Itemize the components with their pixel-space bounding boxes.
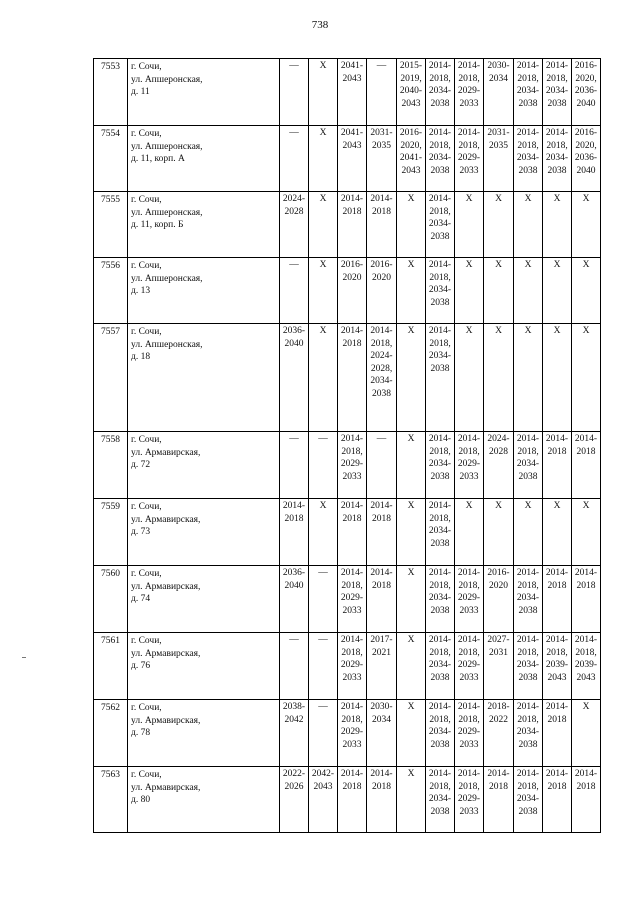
table-row [94, 432, 601, 499]
period-cell: X [397, 700, 426, 767]
address-line: ул. Апшеронская, [131, 141, 203, 152]
period-cell: — [367, 432, 397, 499]
period-cell: 2014- 2018, 2034- 2038 [426, 192, 455, 258]
address-cell [128, 432, 280, 499]
period-cell: 2014- 2018, 2034- 2038 [514, 432, 543, 499]
row-number: 7559 [94, 499, 128, 566]
address-cell [128, 324, 280, 432]
table-row [94, 324, 601, 432]
period-cell: 2014- 2018, 2034- 2038 [514, 59, 543, 126]
address-line: д. 74 [131, 594, 151, 604]
period-cell: — [309, 633, 338, 700]
period-cell: 2041- 2043 [338, 59, 367, 126]
row-number: 7553 [94, 59, 128, 126]
row-number: 7558 [94, 432, 128, 499]
period-cell: 2015- 2019, 2040- 2043 [397, 59, 426, 126]
period-cell: X [514, 324, 543, 432]
address-line: г. Сочи, [131, 327, 162, 337]
period-cell: 2014- 2018 [367, 767, 397, 833]
row-number: 7555 [94, 192, 128, 258]
period-cell: 2014- 2018, 2034- 2038 [514, 700, 543, 767]
period-cell: 2014- 2018, 2029- 2033 [338, 700, 367, 767]
period-cell: X [309, 126, 338, 192]
table-row [94, 192, 601, 258]
period-cell: 2018- 2022 [484, 700, 514, 767]
period-cell: 2014- 2018, 2034- 2038 [426, 499, 455, 566]
period-cell: 2016- 2020, 2036- 2040 [572, 126, 601, 192]
address-line: д. 11 [131, 87, 150, 97]
period-cell: — [280, 633, 309, 700]
address-line: ул. Армавирская, [131, 648, 201, 659]
address-line: г. Сочи, [131, 502, 162, 512]
period-cell: 2036- 2040 [280, 566, 309, 633]
address-line: г. Сочи, [131, 636, 162, 646]
period-cell: X [484, 324, 514, 432]
period-cell: X [397, 566, 426, 633]
period-cell: X [514, 499, 543, 566]
period-cell: 2014- 2018, 2034- 2038 [514, 633, 543, 700]
address-line: г. Сочи, [131, 770, 162, 780]
period-cell: 2024- 2028 [484, 432, 514, 499]
period-cell: X [455, 258, 484, 324]
address-line: г. Сочи, [131, 261, 162, 271]
period-cell: 2016- 2020 [367, 258, 397, 324]
period-cell: 2016- 2020 [338, 258, 367, 324]
row-number: 7556 [94, 258, 128, 324]
address-cell [128, 59, 280, 126]
row-number: 7562 [94, 700, 128, 767]
row-number: 7554 [94, 126, 128, 192]
address-line: ул. Армавирская, [131, 782, 201, 793]
period-cell: 2014- 2018, 2034- 2038 [426, 700, 455, 767]
period-cell: 2014- 2018, 2029- 2033 [455, 432, 484, 499]
address-line: г. Сочи, [131, 569, 162, 579]
address-line: г. Сочи, [131, 195, 162, 205]
table-row [94, 126, 601, 192]
period-cell: X [397, 192, 426, 258]
period-cell: 2016- 2020, 2036- 2040 [572, 59, 601, 126]
period-cell: 2014- 2018 [367, 499, 397, 566]
address-cell [128, 700, 280, 767]
period-cell: — [309, 432, 338, 499]
period-cell: 2014- 2018, 2034- 2038 [514, 767, 543, 833]
period-cell: 2017- 2021 [367, 633, 397, 700]
period-cell: 2014- 2018 [572, 767, 601, 833]
period-cell: X [514, 192, 543, 258]
period-cell: X [309, 258, 338, 324]
address-line: д. 73 [131, 527, 151, 537]
period-cell: 2022- 2026 [280, 767, 309, 833]
address-line: д. 80 [131, 795, 151, 805]
period-cell: X [309, 59, 338, 126]
address-line: д. 18 [131, 352, 151, 362]
period-cell: — [367, 59, 397, 126]
period-cell: 2014- 2018, 2034- 2038 [426, 767, 455, 833]
period-cell: X [397, 258, 426, 324]
scan-mark [22, 657, 26, 658]
period-cell: X [484, 499, 514, 566]
period-cell: X [543, 258, 572, 324]
address-cell [128, 767, 280, 833]
period-cell: 2014- 2018 [367, 192, 397, 258]
period-cell: X [572, 192, 601, 258]
table-row [94, 633, 601, 700]
address-cell [128, 633, 280, 700]
period-cell: 2014- 2018, 2029- 2033 [455, 566, 484, 633]
table-row [94, 700, 601, 767]
period-cell: X [543, 324, 572, 432]
address-line: д. 13 [131, 286, 151, 296]
period-cell: X [397, 767, 426, 833]
address-line: ул. Армавирская, [131, 715, 201, 726]
data-table [93, 58, 601, 833]
table-row [94, 258, 601, 324]
period-cell: 2014- 2018, 2034- 2038 [514, 126, 543, 192]
period-cell: 2014- 2018, 2034- 2038 [543, 126, 572, 192]
period-cell: 2041- 2043 [338, 126, 367, 192]
address-line: ул. Армавирская, [131, 514, 201, 525]
period-cell: 2014- 2018, 2029- 2033 [338, 633, 367, 700]
period-cell: 2014- 2018 [484, 767, 514, 833]
address-line: г. Сочи, [131, 703, 162, 713]
period-cell: — [280, 258, 309, 324]
table-row [94, 566, 601, 633]
period-cell: 2014- 2018 [338, 767, 367, 833]
period-cell: 2014- 2018, 2034- 2038 [426, 59, 455, 126]
period-cell: X [543, 192, 572, 258]
period-cell: 2042- 2043 [309, 767, 338, 833]
period-cell: 2014- 2018 [367, 566, 397, 633]
period-cell: 2014- 2018, 2034- 2038 [426, 324, 455, 432]
period-cell: 2014- 2018, 2034- 2038 [543, 59, 572, 126]
period-cell: 2014- 2018 [572, 566, 601, 633]
period-cell: 2014- 2018, 2039- 2043 [572, 633, 601, 700]
period-cell: 2014- 2018, 2029- 2033 [455, 633, 484, 700]
period-cell: — [280, 59, 309, 126]
table-body [94, 59, 601, 833]
period-cell: 2014- 2018, 2034- 2038 [426, 258, 455, 324]
page-number: 738 [311, 19, 329, 31]
period-cell: 2014- 2018 [543, 566, 572, 633]
period-cell: 2038- 2042 [280, 700, 309, 767]
row-number: 7560 [94, 566, 128, 633]
period-cell: — [309, 566, 338, 633]
table-row [94, 499, 601, 566]
period-cell: 2031- 2035 [484, 126, 514, 192]
period-cell: 2014- 2018 [338, 324, 367, 432]
period-cell: 2036- 2040 [280, 324, 309, 432]
address-line: ул. Армавирская, [131, 581, 201, 592]
period-cell: 2030- 2034 [484, 59, 514, 126]
period-cell: 2014- 2018, 2024- 2028, 2034- 2038 [367, 324, 397, 432]
period-cell: — [309, 700, 338, 767]
address-line: д. 72 [131, 460, 151, 470]
period-cell: X [484, 192, 514, 258]
address-line: д. 11, корп. А [131, 154, 185, 164]
period-cell: 2014- 2018 [572, 432, 601, 499]
period-cell: 2027- 2031 [484, 633, 514, 700]
address-cell [128, 192, 280, 258]
period-cell: 2014- 2018, 2034- 2038 [514, 566, 543, 633]
period-cell: 2016- 2020, 2041- 2043 [397, 126, 426, 192]
period-cell: X [572, 258, 601, 324]
period-cell: X [455, 324, 484, 432]
address-cell [128, 258, 280, 324]
period-cell: — [280, 432, 309, 499]
period-cell: 2014- 2018, 2039- 2043 [543, 633, 572, 700]
address-cell [128, 499, 280, 566]
address-cell [128, 566, 280, 633]
period-cell: X [572, 700, 601, 767]
address-line: г. Сочи, [131, 62, 162, 72]
address-line: ул. Армавирская, [131, 447, 201, 458]
address-line: д. 76 [131, 661, 151, 671]
row-number: 7557 [94, 324, 128, 432]
period-cell: 2014- 2018, 2029- 2033 [455, 700, 484, 767]
period-cell: 2014- 2018, 2029- 2033 [338, 566, 367, 633]
period-cell: 2024- 2028 [280, 192, 309, 258]
period-cell: 2014- 2018 [280, 499, 309, 566]
period-cell: 2014- 2018, 2029- 2033 [338, 432, 367, 499]
address-line: д. 11, корп. Б [131, 220, 184, 230]
table-row [94, 767, 601, 833]
period-cell: X [309, 324, 338, 432]
table-row [94, 59, 601, 126]
address-line: г. Сочи, [131, 129, 162, 139]
address-line: ул. Апшеронская, [131, 207, 203, 218]
period-cell: X [543, 499, 572, 566]
period-cell: 2014- 2018, 2034- 2038 [426, 566, 455, 633]
period-cell: 2014- 2018, 2034- 2038 [426, 633, 455, 700]
period-cell: 2014- 2018 [543, 767, 572, 833]
period-cell: 2016- 2020 [484, 566, 514, 633]
period-cell: X [397, 432, 426, 499]
period-cell: 2014- 2018 [338, 499, 367, 566]
address-line: ул. Апшеронская, [131, 339, 203, 350]
period-cell: X [514, 258, 543, 324]
period-cell: 2030- 2034 [367, 700, 397, 767]
period-cell: X [309, 192, 338, 258]
period-cell: 2031- 2035 [367, 126, 397, 192]
period-cell: X [397, 324, 426, 432]
period-cell: 2014- 2018, 2029- 2033 [455, 767, 484, 833]
period-cell: 2014- 2018, 2034- 2038 [426, 126, 455, 192]
period-cell: X [572, 499, 601, 566]
row-number: 7561 [94, 633, 128, 700]
period-cell: X [309, 499, 338, 566]
address-line: ул. Апшеронская, [131, 74, 203, 85]
period-cell: X [484, 258, 514, 324]
period-cell: X [397, 499, 426, 566]
period-cell: X [455, 192, 484, 258]
period-cell: 2014- 2018, 2034- 2038 [426, 432, 455, 499]
period-cell: — [280, 126, 309, 192]
address-line: г. Сочи, [131, 435, 162, 445]
period-cell: 2014- 2018 [543, 432, 572, 499]
address-line: д. 78 [131, 728, 151, 738]
address-cell [128, 126, 280, 192]
period-cell: X [572, 324, 601, 432]
row-number: 7563 [94, 767, 128, 833]
period-cell: 2014- 2018 [338, 192, 367, 258]
address-line: ул. Апшеронская, [131, 273, 203, 284]
period-cell: X [397, 633, 426, 700]
period-cell: 2014- 2018, 2029- 2033 [455, 59, 484, 126]
period-cell: X [455, 499, 484, 566]
period-cell: 2014- 2018 [543, 700, 572, 767]
period-cell: 2014- 2018, 2029- 2033 [455, 126, 484, 192]
